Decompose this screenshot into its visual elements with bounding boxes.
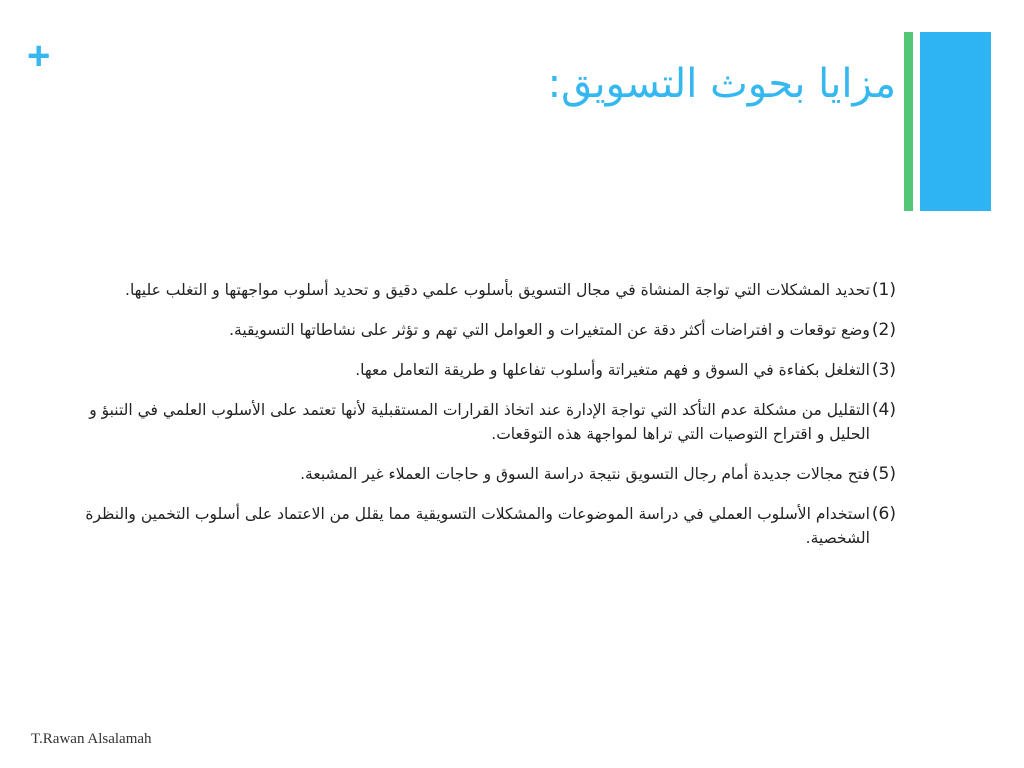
list-item (70, 502, 896, 550)
item-number: (1) (871, 280, 896, 300)
item-text: تحديد المشكلات التي تواجة المنشاة في مجال التسويق بأسلوب علمي دقيق و تحديد أسلوب مواجهتها و التغلب عليها. (125, 281, 870, 299)
item-text: استخدام الأسلوب العملي في دراسة الموضوعات والمشكلات التسويقية مما يقلل من الاعتماد على أسلوب التخمين والنظرة الشخصية. (85, 505, 870, 547)
accent-bar-green (904, 32, 913, 211)
list-item (70, 318, 896, 342)
item-number: (2) (871, 320, 896, 340)
item-text: التغلغل بكفاءة في السوق و فهم متغيراتة وأسلوب تفاعلها و طريقة التعامل معها. (355, 361, 870, 379)
list-item (70, 462, 896, 486)
item-number: (4) (871, 400, 896, 420)
item-text: وضع توقعات و افتراضات أكثر دقة عن المتغيرات و العوامل التي تهم و تؤثر على نشاطاتها التسويقية. (229, 321, 870, 339)
item-number: (6) (871, 504, 896, 524)
item-text: التقليل من مشكلة عدم التأكد التي تواجة الإدارة عند اتخاذ القرارات المستقبلية لأنها تعتمد على الأسلوب العلمي في التنبؤ و الحليل و اقتراح التوصيات التي تراها لمواجهة هذه التوقعات. (89, 401, 870, 443)
advantages-list (70, 278, 896, 566)
item-number: (5) (871, 464, 896, 484)
plus-icon: + (27, 34, 51, 78)
accent-bar-blue (920, 32, 991, 211)
item-number: (3) (871, 360, 896, 380)
list-item (70, 398, 896, 446)
slide-title: مزايا بحوث التسويق: (547, 61, 896, 107)
author-footer: T.Rawan Alsalamah (31, 731, 152, 747)
list-item (70, 278, 896, 302)
list-item (70, 358, 896, 382)
item-text: فتح مجالات جديدة أمام رجال التسويق نتيجة دراسة السوق و حاجات العملاء غير المشبعة. (300, 465, 870, 483)
